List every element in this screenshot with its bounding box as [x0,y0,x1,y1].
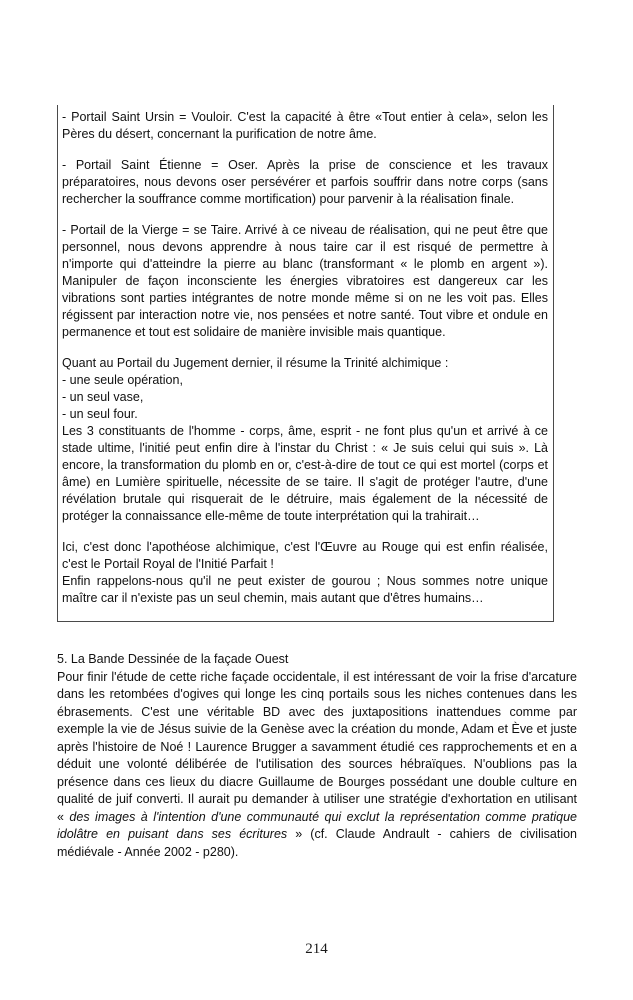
box-paragraph-line: Ici, c'est donc l'apothéose alchimique, c'est l'Œuvre au Rouge qui est enfin réalisée, c'est le Portail Royal de l'Initié Parfait ! [62,540,548,571]
box-paragraph-line: Quant au Portail du Jugement dernier, il résume la Trinité alchimique : [62,356,449,370]
boxed-text-frame [57,105,554,622]
box-list-item: - une seule opération, [62,373,183,387]
box-list-item: - un seul four. [62,407,138,421]
page-number: 214 [305,941,328,957]
box-paragraph-line: - Portail de la Vierge = se Taire. Arrivé à ce niveau de réalisation, qui ne peut être que personnel, nous devons apprendre à nous taire car il est risqué de permettre à n'importe qui d'atteindre la pierre au blanc (transformant « le plomb en argent »). Manipuler de façon inconsciente les énergies vibratoires est dangereux car les vibrations sont parties intégrantes de notre monde même si on ne les voit pas. Elles régissent par interaction notre vie, nos pensées et notre santé. Tout vibre et ondule en permanence et tout est solidaire de manière invisible mais quantique. [62,223,548,339]
box-paragraph [62,355,548,525]
box-paragraph [62,157,548,208]
section-heading: 5. La Bande Dessinée de la façade Ouest [57,652,289,666]
section-west-facade [57,651,577,861]
box-paragraph [62,222,548,341]
section-paragraph [57,669,577,862]
section-body-text: Pour finir l'étude de cette riche façade occidentale, il est intéressant de voir la frise d'arcature dans les retombées d'ogives qui longe les cinq portails sous les niches contenues dans les ébrasements. C'est une véritable BD avec des juxtapositions inattendues comme par exemple la vie de Jésus suivie de la Genèse avec la création du monde, Adam et Ève et juste après l'histoire de Noé ! Laurence Brugger a savamment étudié ces rapprochements et en a déduit une volonté délibérée de l'utilisation des sources hébraïques. N'oublions pas la présence dans ces lieux du diacre Guillaume de Bourges possédant une double culture en qualité de juif converti. Il aurait pu demander à utiliser une stratégie d'exhortation en utilisant « [57,669,577,824]
section-citation-text: » (cf. Claude Andrault - cahiers de civilisation médiévale - Année 2002 - p280). [57,827,577,859]
box-paragraph [62,109,548,143]
box-paragraph-line: - Portail Saint Ursin = Vouloir. C'est la capacité à être «Tout entier à cela», selon les Pères du désert, concernant la purification de notre âme. [62,110,548,141]
box-paragraph-line: - Portail Saint Étienne = Oser. Après la prise de conscience et les travaux préparatoires, nous devons oser persévérer et parfois souffrir dans notre corps (sans rechercher la souffrance comme mortification) pour parvenir à la réalisation finale. [62,158,548,206]
box-paragraph-line: Enfin rappelons-nous qu'il ne peut exister de gourou ; Nous sommes notre unique maître car il n'existe pas un seul chemin, mais autant que d'êtres humains… [62,574,548,605]
box-list-item: - un seul vase, [62,390,144,404]
box-paragraph-line: Les 3 constituants de l'homme - corps, âme, esprit - ne font plus qu'un et arrivé à ce stade ultime, l'initié peut enfin dire à l'instar du Christ : « Je suis celui qui suis ». Là encore, la transformation du plomb en or, c'est-à-dire de tout ce qui est mortel (corps et âme) en Lumière spirituelle, nécessite de se taire. Il s'agit de protéger l'autre, d'une révélation brutale qui risquerait de le détruire, mais également de la nécessité de protéger la connaissance elle-même de toute interprétation qui la trahirait… [62,424,548,523]
box-paragraph [62,539,548,607]
quoted-italic-text: des images à l'intention d'une communauté qui exclut la représentation comme pratique idolâtre en puisant dans ses écritures [57,809,577,841]
